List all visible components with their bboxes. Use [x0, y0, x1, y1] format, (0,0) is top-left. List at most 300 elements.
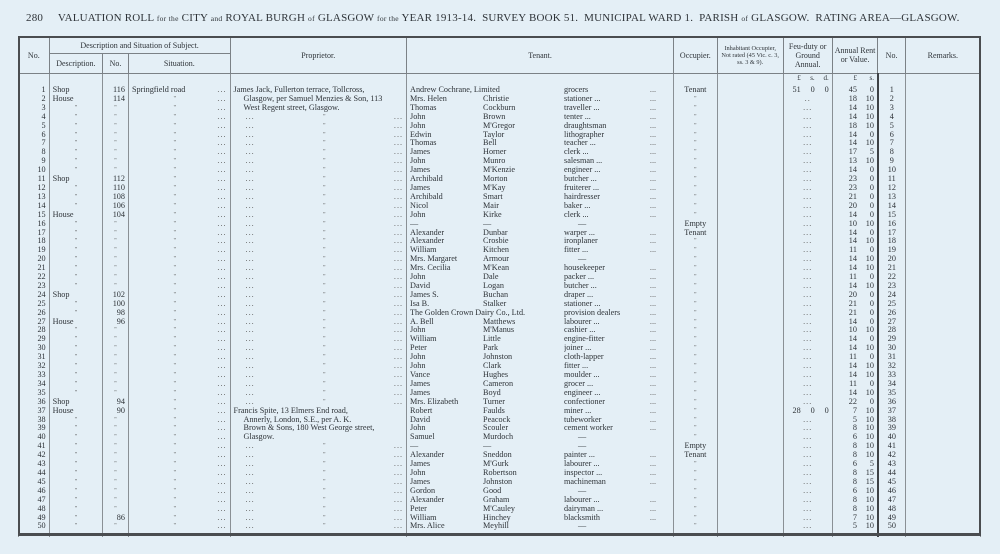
unit-pounds: £ — [853, 74, 857, 82]
situation-text: " — [173, 202, 176, 209]
dots-leader: ... — [393, 111, 404, 121]
rent-pounds: 5 — [852, 521, 857, 531]
title-part: of — [741, 14, 749, 23]
occupier-cell: " — [674, 389, 718, 398]
street-number-cell: " — [103, 220, 129, 229]
row-number: 47 — [19, 496, 50, 505]
situation-text: " — [173, 238, 176, 245]
ditto-mark: " — [323, 523, 326, 530]
row-number: 19 — [19, 246, 50, 255]
description-cell: " — [49, 344, 102, 353]
dots-leader: ... — [393, 521, 404, 531]
ditto-mark: " — [323, 363, 326, 370]
feu-duty-blank: ... — [803, 441, 813, 451]
rent-pounds: 21 — [848, 307, 857, 317]
dots-leader: ... — [245, 334, 255, 344]
tenant-last-name: — — [483, 219, 492, 228]
tenant-first-name: Mrs. Margaret — [410, 255, 458, 264]
row-number: 11 — [19, 175, 50, 184]
dots-leader: ... — [245, 182, 255, 192]
situation-text: " — [173, 113, 176, 120]
rent-shillings: 10 — [865, 254, 874, 264]
rent-pounds: 21 — [848, 298, 857, 308]
rent-pounds: 11 — [849, 352, 857, 362]
ditto-mark: " — [323, 256, 326, 263]
title-part: GLASGOW. — [751, 12, 810, 24]
unit-pounds: £ — [797, 74, 801, 82]
tenant-last-name: Logan — [483, 281, 504, 290]
row-number-right: 9 — [878, 157, 905, 166]
rent-pounds: 13 — [848, 156, 857, 166]
row-number-right: 4 — [878, 113, 905, 122]
dots-leader: ... — [245, 191, 255, 201]
dots-leader: ... — [649, 191, 657, 201]
row-number: 17 — [19, 229, 50, 238]
description-cell: " — [49, 255, 102, 264]
tenant-first-name: A. Bell — [410, 317, 434, 326]
ditto-mark: " — [323, 184, 326, 191]
tenant-occupation: hairdresser — [564, 192, 600, 201]
dots-leader: ... — [649, 272, 657, 282]
dots-leader: ... — [649, 138, 657, 148]
row-number-right: 38 — [878, 416, 905, 425]
street-number-cell: " — [103, 487, 129, 496]
description-cell: " — [49, 335, 102, 344]
tenant-first-name: Edwin — [410, 130, 432, 139]
tenant-first-name: Mrs. Helen — [410, 94, 447, 103]
dots-leader: ... — [245, 147, 255, 157]
ditto-mark: " — [323, 309, 326, 316]
feu-duty-blank: ... — [803, 450, 813, 460]
street-number-cell: " — [103, 326, 129, 335]
dots-leader: ... — [649, 307, 657, 317]
dots-leader: ... — [393, 138, 404, 148]
row-number: 35 — [19, 389, 50, 398]
feu-duty-blank: ... — [803, 494, 813, 504]
feu-duty-blank: ... — [803, 334, 813, 344]
description-cell: " — [49, 353, 102, 362]
ditto-mark: " — [323, 131, 326, 138]
rent-shillings: 0 — [869, 316, 874, 326]
tenant-occupation: labourer ... — [564, 460, 600, 469]
situation-text: " — [173, 220, 176, 227]
tenant-last-name: Bell — [483, 139, 497, 148]
description-cell: " — [49, 122, 102, 131]
row-number: 49 — [19, 514, 50, 523]
occupier-cell: " — [674, 211, 718, 220]
description-cell: " — [49, 416, 102, 425]
dots-leader: ... — [217, 503, 227, 513]
dots-leader: ... — [217, 405, 227, 415]
feu-duty-blank: ... — [803, 521, 813, 531]
dots-leader: ... — [245, 289, 255, 299]
tenant-first-name: John — [410, 121, 426, 130]
street-number-cell: " — [103, 496, 129, 505]
ditto-mark: " — [323, 122, 326, 129]
situation-text: " — [173, 282, 176, 289]
rent-shillings: 0 — [869, 129, 874, 139]
tenant-first-name: Archibald — [410, 192, 443, 201]
row-number: 29 — [19, 335, 50, 344]
rent-shillings: 10 — [865, 120, 874, 130]
tenant-occupation: tubeworker — [564, 415, 602, 424]
tenant-last-name: Munro — [483, 157, 506, 166]
occupier-cell: " — [674, 309, 718, 318]
description-cell: Shop — [49, 84, 102, 95]
dots-leader: ... — [217, 414, 227, 424]
street-number-cell: 110 — [103, 184, 129, 193]
situation-text: " — [173, 345, 176, 352]
dots-leader: ... — [217, 521, 227, 531]
tenant-occupation: clerk ... — [564, 148, 589, 157]
dots-leader: ... — [245, 209, 255, 219]
occupier-cell: " — [674, 318, 718, 327]
row-number: 7 — [19, 139, 50, 148]
page-title — [26, 12, 986, 24]
dots-leader: ... — [393, 396, 404, 406]
situation-text: " — [173, 265, 176, 272]
ditto-mark: " — [323, 398, 326, 405]
situation-text: " — [173, 372, 176, 378]
dots-leader: ... — [217, 352, 227, 362]
feu-duty-blank: ... — [803, 102, 813, 112]
tenant-last-name: Horner — [483, 148, 507, 157]
rent-shillings: 10 — [865, 503, 874, 513]
rent-shillings: 0 — [869, 272, 874, 282]
tenant-first-name: — — [410, 219, 419, 228]
occupier-cell: Tenant — [674, 229, 718, 238]
dots-leader: ... — [393, 459, 404, 469]
row-number: 24 — [19, 291, 50, 300]
dots-leader: ... — [393, 156, 404, 166]
dots-leader: ... — [393, 467, 404, 477]
rent-shillings: 5 — [869, 147, 874, 157]
street-number-cell: " — [103, 433, 129, 442]
rent-pounds: 14 — [848, 138, 857, 148]
tenant-last-name: Johnston — [483, 477, 513, 486]
tenant-last-name: Dunbar — [483, 228, 508, 237]
tenant-first-name: Isa B. — [410, 299, 430, 308]
feu-duty-blank: ... — [803, 343, 813, 353]
tenant-occupation: cloth-lapper — [564, 353, 604, 362]
dots-leader: ... — [217, 272, 227, 282]
rent-shillings: 0 — [869, 174, 874, 184]
row-number-right: 21 — [878, 264, 905, 273]
description-cell: " — [49, 113, 102, 122]
street-number-cell: " — [103, 264, 129, 273]
feu-duty-blank: ... — [803, 298, 813, 308]
occupier-cell: " — [674, 505, 718, 514]
proprietor-text-line: Brown & Sons, 180 West George street, — [243, 423, 375, 433]
feu-duty-blank: ... — [803, 512, 813, 522]
tenant-last-name: Smart — [483, 192, 503, 201]
dots-leader: ... — [393, 334, 404, 344]
description-cell: " — [49, 389, 102, 398]
feu-duty-blank: ... — [803, 396, 813, 406]
tenant-last-name: M'Manus — [483, 326, 515, 335]
ditto-mark: " — [323, 274, 326, 281]
rent-pounds: 14 — [848, 343, 857, 353]
tenant-first-name: John — [410, 210, 426, 219]
dots-leader: ... — [245, 298, 255, 308]
ditto-mark: " — [323, 140, 326, 147]
row-number-right: 50 — [878, 522, 905, 531]
row-number: 39 — [19, 424, 50, 433]
row-number: 28 — [19, 326, 50, 335]
dots-leader: ... — [393, 485, 404, 495]
tenant-first-name: James — [410, 379, 431, 388]
row-number-right: 8 — [878, 148, 905, 157]
unit-shillings: s. — [869, 74, 874, 82]
occupier-cell: " — [674, 291, 718, 300]
dots-leader: ... — [649, 450, 657, 460]
feu-duty-blank: ... — [803, 378, 813, 388]
row-number-right: 44 — [878, 469, 905, 478]
rent-pounds: 45 — [848, 85, 857, 94]
tenant-occupation: fitter ... — [564, 246, 589, 255]
dots-leader: ... — [217, 370, 227, 379]
rent-shillings: 0 — [869, 85, 874, 94]
dots-leader: ... — [649, 503, 657, 513]
dots-leader: ... — [649, 263, 657, 273]
situation-text: " — [173, 363, 176, 370]
ditto-mark: " — [323, 380, 326, 387]
feu-amount-part: 0 — [810, 405, 815, 415]
feu-amount-part: 0 — [824, 405, 829, 415]
tenant-last-name: Robertson — [483, 468, 517, 477]
street-number-cell: " — [103, 246, 129, 255]
row-number: 32 — [19, 362, 50, 371]
row-number-right: 40 — [878, 433, 905, 442]
header-situation: Situation. — [128, 54, 230, 74]
situation-text: " — [173, 416, 176, 423]
ditto-mark: " — [323, 469, 326, 476]
street-number-cell: " — [103, 282, 129, 291]
feu-duty-blank: ... — [803, 272, 813, 282]
description-cell: " — [49, 220, 102, 229]
description-cell: " — [49, 229, 102, 238]
rent-pounds: 14 — [848, 111, 857, 121]
tenant-last-name: Crosbie — [483, 237, 509, 246]
tenant-occupation: teacher ... — [564, 139, 596, 148]
dots-leader: ... — [649, 396, 657, 406]
tenant-first-name: James S. — [410, 290, 439, 299]
description-cell: " — [49, 514, 102, 523]
tenant-first-name: William — [410, 513, 437, 522]
feu-duty-blank: ... — [803, 174, 813, 184]
street-number-cell: " — [103, 522, 129, 531]
tenant-first-name: John — [410, 326, 426, 335]
tenant-first-name: David — [410, 415, 431, 424]
header-remarks: Remarks. — [905, 37, 980, 74]
dots-leader: ... — [245, 450, 255, 460]
tenant-first-name: The Golden Crown Dairy Co., Ltd. — [410, 308, 526, 317]
occupier-cell: " — [674, 148, 718, 157]
tenant-last-name: Kitchen — [483, 246, 509, 255]
dots-leader: ... — [393, 370, 404, 379]
ditto-mark: " — [323, 220, 326, 227]
description-cell: " — [49, 282, 102, 291]
tenant-occupation: ironplaner — [564, 237, 598, 246]
tenant-occupation: provision dealers — [564, 308, 621, 317]
description-cell: House — [49, 318, 102, 327]
tenant-last-name: Sneddon — [483, 451, 512, 460]
dots-leader: ... — [245, 218, 255, 228]
rent-pounds: 8 — [852, 441, 857, 451]
rent-pounds: 10 — [848, 218, 857, 228]
rent-shillings: 10 — [865, 236, 874, 246]
dots-leader: ... — [393, 298, 404, 308]
feu-duty-blank: ... — [803, 361, 813, 371]
table-frame — [18, 36, 981, 536]
tenant-last-name: Good — [483, 486, 502, 495]
header-description: Description. — [49, 54, 102, 74]
dots-leader: ... — [217, 129, 227, 139]
street-number-cell: 102 — [103, 291, 129, 300]
ditto-mark: " — [323, 149, 326, 156]
row-number-right: 24 — [878, 291, 905, 300]
feu-duty-blank: ... — [803, 191, 813, 201]
tenant-first-name: Thomas — [410, 103, 437, 112]
tenant-last-name: Johnston — [483, 353, 513, 362]
situation-text: " — [173, 478, 176, 485]
dots-leader: ... — [649, 405, 657, 415]
feu-duty-blank: ... — [803, 182, 813, 192]
dots-leader: ... — [245, 361, 255, 371]
street-number-cell: 108 — [103, 193, 129, 202]
dots-leader: ... — [393, 272, 404, 282]
street-number-cell: " — [103, 335, 129, 344]
tenant-occupation: labourer ... — [564, 317, 600, 326]
dots-leader: ... — [245, 227, 255, 237]
rating-area: RATING AREA—GLASGOW. — [815, 12, 960, 24]
tenant-last-name: M'Kenzie — [483, 166, 515, 175]
tenant-first-name: Alexander — [410, 451, 445, 460]
ditto-mark: " — [323, 389, 326, 396]
dots-leader: ... — [649, 120, 657, 130]
rent-pounds: 7 — [852, 512, 857, 522]
ditto-mark: " — [323, 167, 326, 174]
rent-shillings: 10 — [865, 450, 874, 460]
rent-pounds: 23 — [848, 182, 857, 192]
ditto-mark: " — [323, 345, 326, 352]
proprietor-text-line: Annerly, London, S.E., per A. K. — [243, 414, 352, 424]
situation-text: " — [173, 398, 176, 405]
street-number-cell: " — [103, 442, 129, 451]
tenant-occupation: traveller ... — [564, 103, 600, 112]
feu-duty-blank: ... — [803, 476, 813, 486]
description-cell: " — [49, 362, 102, 371]
dots-leader: ... — [393, 441, 404, 451]
dots-leader: ... — [393, 361, 404, 371]
feu-duty-blank: ... — [803, 432, 813, 442]
tenant-last-name: Christie — [483, 94, 509, 103]
tenant-first-name: Nicol — [410, 201, 429, 210]
street-number-cell: " — [103, 139, 129, 148]
ditto-mark: " — [323, 505, 326, 512]
tenant-first-name: Archibald — [410, 175, 443, 184]
tenant-occupation: — — [578, 219, 587, 228]
tenant-first-name: James — [410, 388, 431, 397]
tenant-occupation: joiner ... — [564, 344, 592, 353]
description-cell: Shop — [49, 175, 102, 184]
dots-leader: ... — [245, 494, 255, 504]
tenant-last-name: Clark — [483, 362, 502, 371]
municipal-ward: MUNICIPAL WARD 1. — [584, 12, 694, 24]
rent-pounds: 23 — [848, 174, 857, 184]
situation-text: " — [173, 425, 176, 432]
dots-leader: ... — [217, 485, 227, 495]
header-annual-rent: Annual Rent or Value. — [832, 37, 878, 74]
dots-leader: ... — [217, 387, 227, 397]
tenant-first-name: Thomas — [410, 139, 437, 148]
situation-text: " — [173, 229, 176, 236]
title-part: GLASGOW — [317, 12, 375, 24]
row-number: 48 — [19, 505, 50, 514]
rent-shillings: 10 — [865, 405, 874, 415]
tenant-first-name: Robert — [410, 406, 433, 415]
feu-duty-blank: ... — [803, 111, 813, 121]
rent-shillings: 0 — [869, 352, 874, 362]
situation-text: " — [173, 211, 176, 218]
rent-shillings: 10 — [865, 218, 874, 228]
occupier-cell: " — [674, 371, 718, 380]
dots-leader: ... — [217, 494, 227, 504]
occupier-cell: " — [674, 433, 718, 442]
rent-pounds: 6 — [852, 485, 857, 495]
occupier-cell: " — [674, 380, 718, 389]
ditto-mark: " — [323, 318, 326, 325]
tenant-last-name: Peacock — [483, 415, 511, 424]
dots-leader: ... — [245, 396, 255, 406]
dots-leader: ... — [217, 459, 227, 469]
row-number: 21 — [19, 264, 50, 273]
title-part: ROYAL BURGH — [225, 12, 306, 24]
description-cell: House — [49, 95, 102, 104]
proprietor-text-line: Francis Spite, 13 Elmers End road, — [233, 405, 348, 415]
row-number: 41 — [19, 442, 50, 451]
dots-leader: ... — [217, 289, 227, 299]
street-number-cell: 96 — [103, 318, 129, 327]
rent-shillings: 10 — [865, 361, 874, 371]
tenant-last-name: Hinchey — [483, 513, 511, 522]
tenant-last-name: Mair — [483, 201, 499, 210]
tenant-occupation: inspector ... — [564, 468, 603, 477]
situation-text: " — [173, 407, 176, 414]
occupier-cell: " — [674, 353, 718, 362]
row-number-right: 6 — [878, 131, 905, 140]
rent-shillings: 10 — [865, 93, 874, 103]
dots-leader: ... — [217, 343, 227, 353]
occupier-cell: " — [674, 478, 718, 487]
dots-leader: ... — [217, 396, 227, 406]
tenant-last-name: Cameron — [483, 379, 514, 388]
title-part: PARISH — [699, 12, 739, 24]
street-number-cell: " — [103, 237, 129, 246]
row-number-right: 47 — [878, 496, 905, 505]
dots-leader: ... — [649, 459, 657, 469]
street-number-cell: 86 — [103, 514, 129, 523]
tenant-occupation: — — [578, 255, 587, 264]
rent-shillings: 10 — [865, 370, 874, 379]
situation-text: " — [173, 176, 176, 183]
dots-leader: ... — [649, 298, 657, 308]
occupier-cell: Tenant — [674, 451, 718, 460]
rent-pounds: 14 — [848, 227, 857, 237]
dots-leader: ... — [245, 467, 255, 477]
tenant-first-name: — — [410, 442, 419, 451]
tenant-occupation: tenter ... — [564, 112, 591, 121]
